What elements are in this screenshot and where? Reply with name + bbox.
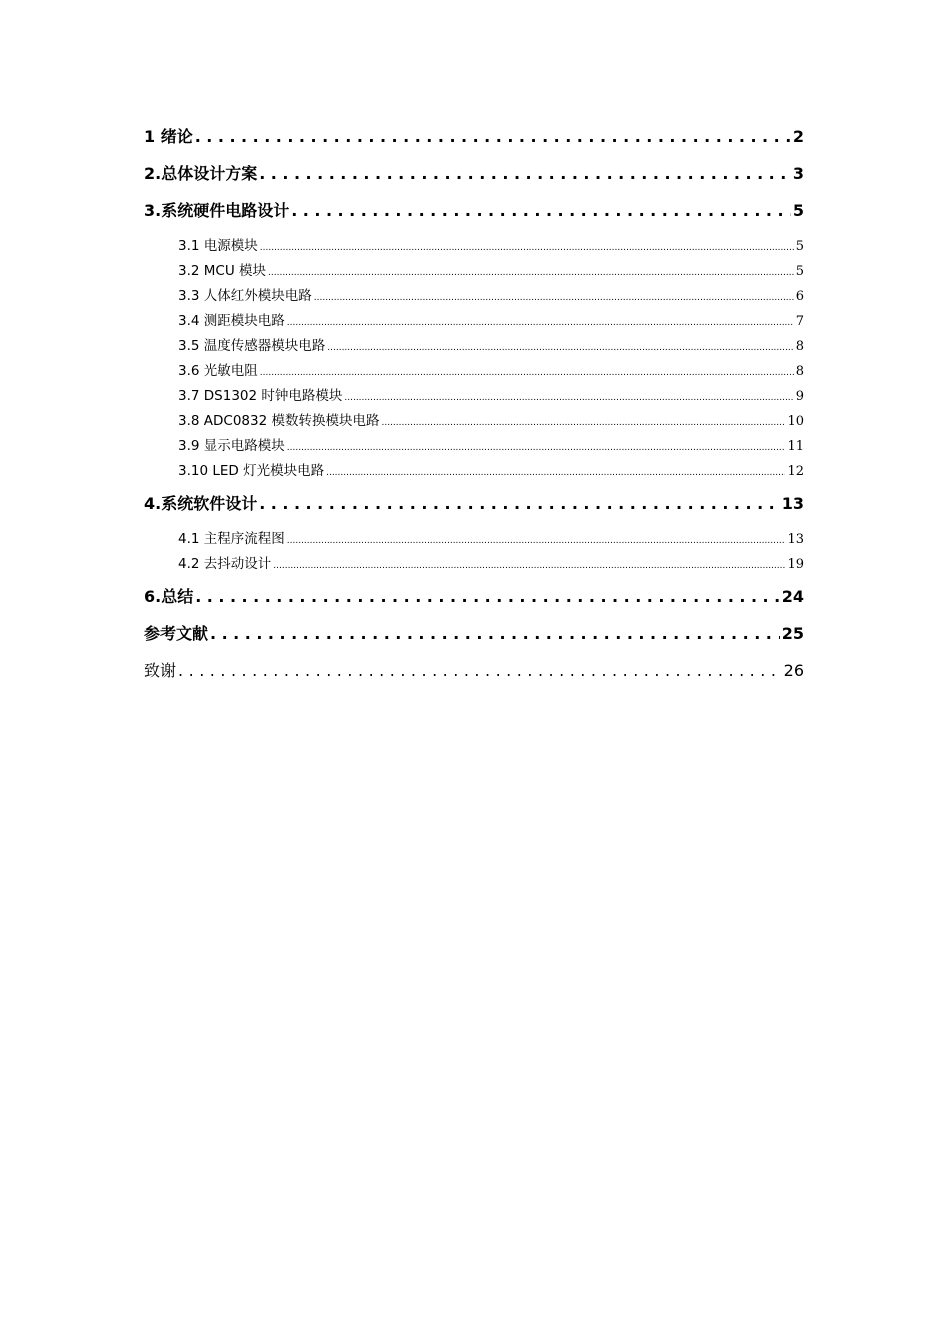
- toc-entry-overall-design[interactable]: [144, 161, 804, 198]
- toc-dot-leader: [195, 584, 780, 610]
- toc-entry-label: 3.8 ADC0832 模数转换模块电路: [178, 413, 380, 429]
- toc-dot-leader: [287, 528, 786, 552]
- toc-entry-adc-module[interactable]: [144, 410, 804, 435]
- toc-entry-introduction[interactable]: [144, 124, 804, 161]
- toc-entry-page: 24: [781, 587, 804, 606]
- toc-dot-leader: [287, 310, 794, 334]
- toc-entry-page: 11: [787, 439, 804, 454]
- toc-entry-references[interactable]: [144, 621, 804, 658]
- toc-entry-page: 13: [787, 532, 804, 547]
- toc-entry-software-design[interactable]: [144, 491, 804, 528]
- toc-entry-page: 5: [795, 264, 804, 279]
- toc-entry-label: 3.系统硬件电路设计: [144, 201, 290, 220]
- toc-entry-page: 2: [792, 127, 804, 146]
- toc-dot-leader: [273, 553, 785, 577]
- toc-entry-label: 3.2 MCU 模块: [178, 263, 267, 279]
- toc-dot-leader: [314, 285, 794, 309]
- toc-dot-leader: [259, 161, 791, 187]
- toc-dot-leader: [291, 198, 791, 224]
- table-of-contents: [144, 124, 804, 695]
- toc-entry-hardware-design[interactable]: [144, 198, 804, 235]
- toc-dot-leader: [259, 491, 780, 517]
- toc-entry-infrared-module[interactable]: [144, 285, 804, 310]
- toc-entry-page: 8: [795, 364, 804, 379]
- toc-entry-page: 10: [787, 414, 804, 429]
- toc-entry-page: 8: [795, 339, 804, 354]
- toc-entry-page: 26: [783, 661, 804, 680]
- toc-entry-page: 25: [781, 624, 804, 643]
- toc-entry-clock-module[interactable]: [144, 385, 804, 410]
- toc-entry-page: 7: [795, 314, 804, 329]
- toc-entry-label: 4.2 去抖动设计: [178, 556, 272, 572]
- toc-entry-label: 4.1 主程序流程图: [178, 531, 285, 547]
- toc-entry-acknowledgements[interactable]: [144, 658, 804, 695]
- toc-entry-label: 参考文献: [144, 624, 209, 643]
- toc-dot-leader: [327, 335, 793, 359]
- toc-entry-power-module[interactable]: [144, 235, 804, 260]
- toc-dot-leader: [178, 658, 782, 684]
- toc-entry-page: 13: [781, 494, 804, 513]
- toc-entry-temperature-sensor[interactable]: [144, 335, 804, 360]
- toc-entry-label: 3.3 人体红外模块电路: [178, 288, 312, 304]
- toc-entry-display-module[interactable]: [144, 435, 804, 460]
- toc-dot-leader: [326, 460, 785, 484]
- toc-dot-leader: [381, 410, 785, 434]
- toc-entry-label: 1 绪论: [144, 127, 193, 146]
- toc-entry-label: 3.7 DS1302 时钟电路模块: [178, 388, 343, 404]
- toc-dot-leader: [195, 124, 791, 150]
- toc-entry-label: 6.总结: [144, 587, 194, 606]
- toc-dot-leader: [344, 385, 793, 409]
- toc-entry-label: 2.总体设计方案: [144, 164, 258, 183]
- toc-entry-label: 3.10 LED 灯光模块电路: [178, 463, 325, 479]
- toc-entry-led-module[interactable]: [144, 460, 804, 485]
- toc-entry-page: 5: [792, 201, 804, 220]
- toc-entry-label: 3.9 显示电路模块: [178, 438, 285, 454]
- toc-dot-leader: [268, 260, 794, 284]
- toc-entry-label: 3.4 测距模块电路: [178, 313, 285, 329]
- toc-entry-debounce-design[interactable]: [144, 553, 804, 578]
- toc-dot-leader: [287, 435, 786, 459]
- toc-entry-mcu-module[interactable]: [144, 260, 804, 285]
- toc-entry-page: 6: [795, 289, 804, 304]
- toc-entry-label: 3.1 电源模块: [178, 238, 258, 254]
- toc-entry-page: 5: [795, 239, 804, 254]
- toc-entry-ranging-module[interactable]: [144, 310, 804, 335]
- toc-dot-leader: [210, 621, 780, 647]
- toc-entry-page: 19: [787, 557, 804, 572]
- toc-entry-page: 12: [787, 464, 804, 479]
- toc-entry-label: 致谢: [144, 661, 177, 680]
- toc-entry-page: 3: [792, 164, 804, 183]
- toc-entry-summary[interactable]: [144, 584, 804, 621]
- toc-entry-label: 3.5 温度传感器模块电路: [178, 338, 326, 354]
- toc-dot-leader: [260, 360, 794, 384]
- toc-entry-photoresistor[interactable]: [144, 360, 804, 385]
- toc-entry-page: 9: [795, 389, 804, 404]
- toc-entry-main-flowchart[interactable]: [144, 528, 804, 553]
- toc-dot-leader: [260, 235, 794, 259]
- toc-entry-label: 4.系统软件设计: [144, 494, 258, 513]
- toc-entry-label: 3.6 光敏电阻: [178, 363, 258, 379]
